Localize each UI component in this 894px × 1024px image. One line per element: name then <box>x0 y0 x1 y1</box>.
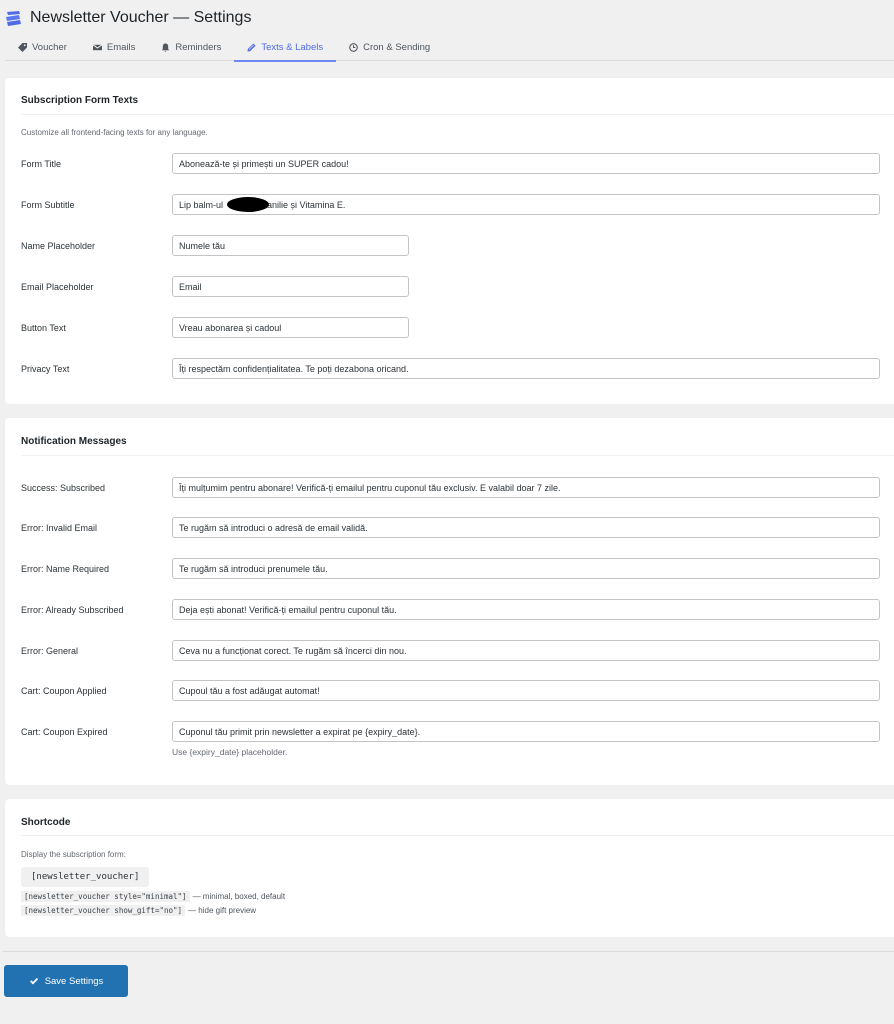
tab-bar <box>5 34 894 61</box>
tab-emails[interactable] <box>80 34 149 61</box>
form-subtitle-wrapper <box>5 194 6 195</box>
error-name-required-input[interactable] <box>172 558 880 579</box>
name-placeholder-input[interactable] <box>172 235 409 256</box>
email-placeholder-label: Email Placeholder <box>21 282 94 292</box>
shortcode-variant-no-gift <box>21 905 256 916</box>
error-invalid-email-input[interactable] <box>172 517 880 538</box>
tab-label: Voucher <box>32 42 67 53</box>
pencil-icon <box>247 43 256 52</box>
cart-coupon-expired-input[interactable] <box>172 721 880 742</box>
privacy-text-label: Privacy Text <box>21 364 70 374</box>
name-placeholder-label: Name Placeholder <box>21 241 96 251</box>
button-text-input[interactable] <box>172 317 409 338</box>
tab-label: Texts & Labels <box>261 42 324 53</box>
error-general-input[interactable] <box>172 640 880 661</box>
divider <box>21 114 894 115</box>
divider <box>21 835 894 836</box>
privacy-text-input[interactable] <box>172 358 880 379</box>
ticket-stack-icon <box>5 11 22 27</box>
shortcode-description: Display the subscription form: <box>21 850 126 859</box>
checkmark-icon <box>29 976 39 986</box>
form-subtitle-label: Form Subtitle <box>21 200 75 210</box>
shortcode-variant-note: — hide gift preview <box>188 906 257 915</box>
save-settings-label: Save Settings <box>44 975 104 987</box>
divider <box>21 455 894 456</box>
footer-divider <box>3 951 894 952</box>
redaction-mark <box>227 197 269 212</box>
shortcode-variant-minimal <box>21 891 285 902</box>
error-already-subscribed-label: Error: Already Subscribed <box>21 605 124 615</box>
shortcode-main[interactable]: [newsletter_voucher] <box>21 867 149 887</box>
section-description: Customize all frontend-facing texts for any language. <box>21 128 208 137</box>
clock-icon <box>349 43 358 52</box>
tab-label: Reminders <box>175 42 222 53</box>
section-title: Subscription Form Texts <box>21 95 139 106</box>
form-title-label: Form Title <box>21 159 62 169</box>
shortcode-variant-note: — minimal, boxed, default <box>192 892 286 901</box>
form-subtitle-input[interactable] <box>172 194 880 215</box>
cart-coupon-applied-label: Cart: Coupon Applied <box>21 686 107 696</box>
error-invalid-email-label: Error: Invalid Email <box>21 523 98 533</box>
page-title: Newsletter Voucher — Settings <box>30 9 252 26</box>
tab-texts-labels[interactable] <box>234 34 336 61</box>
subscription-form-card <box>5 78 894 404</box>
success-subscribed-input[interactable] <box>172 477 880 498</box>
cart-coupon-applied-input[interactable] <box>172 680 880 701</box>
envelope-icon <box>93 43 102 52</box>
email-placeholder-input[interactable] <box>172 276 409 297</box>
page-header <box>0 0 894 34</box>
bell-icon <box>161 43 170 52</box>
success-subscribed-label: Success: Subscribed <box>21 483 106 493</box>
error-general-label: Error: General <box>21 646 79 656</box>
error-already-subscribed-input[interactable] <box>172 599 880 620</box>
notification-messages-card <box>5 418 894 785</box>
shortcode-variant-code[interactable]: [newsletter_voucher style="minimal"] <box>21 891 190 902</box>
save-settings-button[interactable] <box>4 965 128 997</box>
shortcode-variant-code[interactable]: [newsletter_voucher show_gift="no"] <box>21 905 185 916</box>
error-name-required-label: Error: Name Required <box>21 564 110 574</box>
section-title: Shortcode <box>21 817 71 828</box>
tag-icon <box>18 43 27 52</box>
tab-label: Cron & Sending <box>363 42 431 53</box>
cart-coupon-expired-label: Cart: Coupon Expired <box>21 727 108 737</box>
button-text-label: Button Text <box>21 323 66 333</box>
expiry-date-hint: Use {expiry_date} placeholder. <box>172 747 288 757</box>
tab-label: Emails <box>106 42 136 53</box>
section-title: Notification Messages <box>21 436 127 447</box>
form-title-input[interactable] <box>172 153 880 174</box>
tab-cron-sending[interactable] <box>336 34 443 61</box>
shortcode-card <box>5 799 894 937</box>
tab-reminders[interactable] <box>148 34 234 61</box>
tab-voucher[interactable] <box>5 34 80 61</box>
